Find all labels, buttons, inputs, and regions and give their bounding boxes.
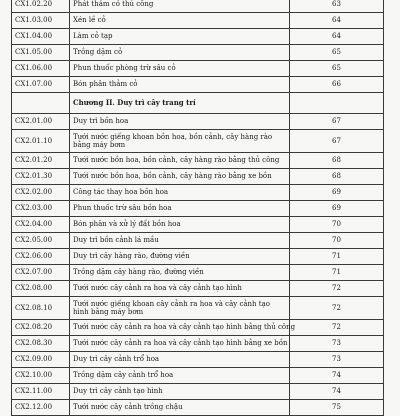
row-description: Bón phân và xử lý đất bồn hoa bbox=[70, 217, 290, 233]
row-code: CX1.03.00 bbox=[12, 13, 70, 29]
row-description: Duy trì bồn hoa bbox=[70, 114, 290, 130]
table-row bbox=[12, 130, 384, 153]
table-row bbox=[12, 153, 384, 169]
row-description: Tưới nước bồn hoa, bồn cảnh, cây hàng rào bằng thủ công bbox=[70, 153, 290, 169]
row-code: CX2.01.10 bbox=[12, 130, 70, 153]
row-page-number: 67 bbox=[290, 130, 384, 153]
row-page-number: 65 bbox=[290, 45, 384, 61]
row-page-number: 63 bbox=[290, 0, 384, 13]
row-page-number: 74 bbox=[290, 368, 384, 384]
row-code: CX2.04.00 bbox=[12, 217, 70, 233]
row-code: CX1.07.00 bbox=[12, 77, 70, 93]
table-row bbox=[12, 368, 384, 384]
row-code: CX2.01.20 bbox=[12, 153, 70, 169]
row-description: Phun thuốc trừ sâu bồn hoa bbox=[70, 201, 290, 217]
row-description: Trồng dặm cỏ bbox=[70, 45, 290, 61]
row-description: Duy trì bồn cảnh lá mầu bbox=[70, 233, 290, 249]
row-page-number: 72 bbox=[290, 320, 384, 336]
table-row bbox=[12, 320, 384, 336]
row-code: CX1.02.20 bbox=[12, 0, 70, 13]
row-page-number: 68 bbox=[290, 169, 384, 185]
row-description: Tưới nước giếng khoan cây cảnh ra hoa và cây cảnh tạo hình bằng máy bơm bbox=[70, 297, 290, 320]
row-code: CX2.08.00 bbox=[12, 281, 70, 297]
row-page-number: 73 bbox=[290, 336, 384, 352]
row-description: Trồng dặm cây hàng rào, đường viền bbox=[70, 265, 290, 281]
row-code: CX2.08.10 bbox=[12, 297, 70, 320]
table-row bbox=[12, 29, 384, 45]
row-code: CX2.01.00 bbox=[12, 114, 70, 130]
row-page-number: 70 bbox=[290, 233, 384, 249]
row-page-number: 71 bbox=[290, 265, 384, 281]
row-page-number: 64 bbox=[290, 13, 384, 29]
section-page-cell bbox=[290, 93, 384, 114]
row-code: CX2.02.00 bbox=[12, 185, 70, 201]
table-row bbox=[12, 45, 384, 61]
table-row bbox=[12, 169, 384, 185]
table-row bbox=[12, 336, 384, 352]
table-row bbox=[12, 233, 384, 249]
table-row bbox=[12, 352, 384, 368]
row-code: CX1.05.00 bbox=[12, 45, 70, 61]
table-row bbox=[12, 185, 384, 201]
row-description: Duy trì cây cảnh trổ hoa bbox=[70, 352, 290, 368]
row-description: Duy trì cây hàng rào, đường viền bbox=[70, 249, 290, 265]
row-page-number: 68 bbox=[290, 153, 384, 169]
row-page-number: 72 bbox=[290, 297, 384, 320]
row-code: CX2.05.00 bbox=[12, 233, 70, 249]
table-row bbox=[12, 265, 384, 281]
row-code: CX2.08.30 bbox=[12, 336, 70, 352]
row-page-number: 65 bbox=[290, 61, 384, 77]
row-description: Làm cỏ tạp bbox=[70, 29, 290, 45]
row-page-number: 71 bbox=[290, 249, 384, 265]
row-code: CX2.12.00 bbox=[12, 400, 70, 416]
table-row bbox=[12, 114, 384, 130]
row-code: CX2.07.00 bbox=[12, 265, 70, 281]
row-code: CX2.11.00 bbox=[12, 384, 70, 400]
row-code: CX1.04.00 bbox=[12, 29, 70, 45]
toc-body bbox=[12, 0, 384, 416]
table-row bbox=[12, 77, 384, 93]
table-row bbox=[12, 297, 384, 320]
row-description: Xén lề cỏ bbox=[70, 13, 290, 29]
row-page-number: 64 bbox=[290, 29, 384, 45]
row-page-number: 66 bbox=[290, 77, 384, 93]
row-page-number: 73 bbox=[290, 352, 384, 368]
row-description: Tưới nước cây cảnh ra hoa và cây cảnh tạo hình bằng xe bồn bbox=[70, 336, 290, 352]
row-page-number: 69 bbox=[290, 185, 384, 201]
row-code: CX2.08.20 bbox=[12, 320, 70, 336]
row-description: Tưới nước giếng khoan bồn hoa, bồn cảnh, cây hàng rào bằng máy bơm bbox=[70, 130, 290, 153]
section-title: Chương II. Duy trì cây trang trí bbox=[70, 93, 290, 114]
row-page-number: 74 bbox=[290, 384, 384, 400]
row-code: CX1.06.00 bbox=[12, 61, 70, 77]
row-description: Duy trì cây cảnh tạo hình bbox=[70, 384, 290, 400]
row-page-number: 72 bbox=[290, 281, 384, 297]
row-code: CX2.03.00 bbox=[12, 201, 70, 217]
row-page-number: 69 bbox=[290, 201, 384, 217]
row-code: CX2.10.00 bbox=[12, 368, 70, 384]
row-description: Bón phân thảm cỏ bbox=[70, 77, 290, 93]
row-description: Tưới nước cây cảnh ra hoa và cây cảnh tạo hình bằng thủ công bbox=[70, 320, 290, 336]
row-description: Phát thảm cỏ thủ công bbox=[70, 0, 290, 13]
section-row bbox=[12, 93, 384, 114]
row-page-number: 70 bbox=[290, 217, 384, 233]
row-code: CX2.01.30 bbox=[12, 169, 70, 185]
table-row bbox=[12, 281, 384, 297]
table-row bbox=[12, 217, 384, 233]
table-row bbox=[12, 13, 384, 29]
row-code: CX2.09.00 bbox=[12, 352, 70, 368]
row-page-number: 67 bbox=[290, 114, 384, 130]
table-row bbox=[12, 61, 384, 77]
row-page-number: 75 bbox=[290, 400, 384, 416]
row-code: CX2.06.00 bbox=[12, 249, 70, 265]
row-description: Tưới nước bồn hoa, bồn cảnh, cây hàng rào bằng xe bồn bbox=[70, 169, 290, 185]
table-row bbox=[12, 201, 384, 217]
table-row bbox=[12, 249, 384, 265]
row-description: Tưới nước cây cảnh trồng chậu bbox=[70, 400, 290, 416]
row-description: Trồng dặm cây cảnh trổ hoa bbox=[70, 368, 290, 384]
section-code-cell bbox=[12, 93, 70, 114]
table-of-contents bbox=[11, 0, 384, 416]
table-row bbox=[12, 400, 384, 416]
row-description: Phun thuốc phòng trừ sâu cỏ bbox=[70, 61, 290, 77]
table-row bbox=[12, 0, 384, 13]
row-description: Tưới nước cây cảnh ra hoa và cây cảnh tạo hình bbox=[70, 281, 290, 297]
row-description: Công tác thay hoa bồn hoa bbox=[70, 185, 290, 201]
table-row bbox=[12, 384, 384, 400]
